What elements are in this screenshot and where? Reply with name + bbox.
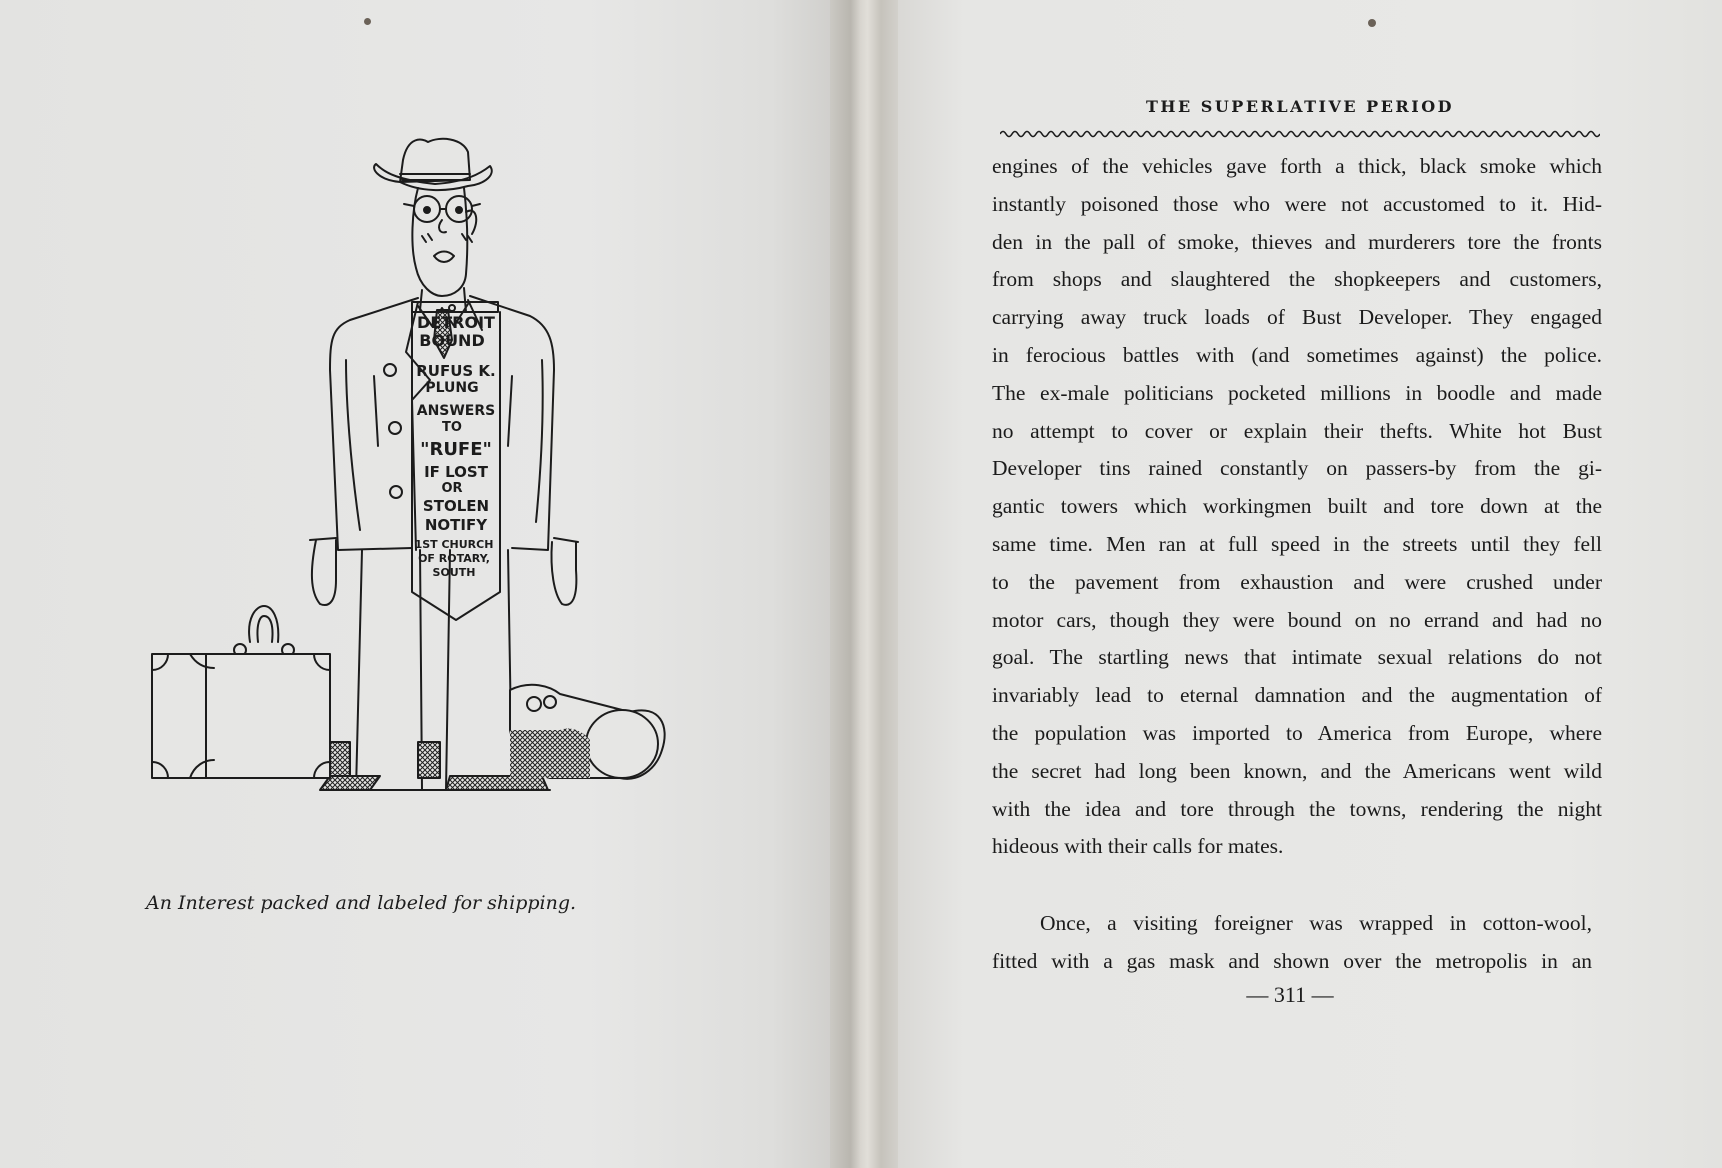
text-line: Once, a visiting foreigner was wrapped in cotton-wool, bbox=[1040, 911, 1592, 935]
page-number: — 311 — bbox=[1246, 982, 1334, 1007]
paper-speck bbox=[364, 18, 371, 25]
sign-line: ANSWERS bbox=[416, 403, 496, 419]
wavy-rule bbox=[1000, 126, 1600, 142]
text-line: from shops and slaughtered the shopkeepers and customers, bbox=[992, 267, 1602, 292]
sign-line: DETROIT bbox=[417, 313, 495, 332]
illustration-caption: An Interest packed and labeled for shipping. bbox=[146, 892, 577, 914]
sign-line: OF ROTARY, bbox=[418, 552, 490, 565]
text-line: Developer tins rained constantly on passers-by from the gi- bbox=[992, 456, 1602, 481]
text-line: The ex-male politicians pocketed millions in boodle and made bbox=[992, 380, 1602, 405]
sign-line: RUFUS K. bbox=[416, 362, 496, 380]
sign-line: IF LOST bbox=[424, 463, 488, 481]
text-line: goal. The startling news that intimate sexual relations do not bbox=[992, 645, 1602, 670]
text-line: in ferocious battles with (and sometimes against) the police. bbox=[992, 342, 1602, 367]
text-line: invariably lead to eternal damnation and the augmentation of bbox=[992, 683, 1602, 708]
text-line: the population was imported to America from Europe, where bbox=[992, 720, 1602, 745]
sign-line: NOTIFY bbox=[424, 516, 488, 534]
text-line: instantly poisoned those who were not accustomed to it. Hid- bbox=[992, 191, 1602, 216]
sign-line: BOUND bbox=[419, 331, 485, 350]
text-line: with the idea and tore through the towns, rendering the night bbox=[992, 796, 1602, 821]
sign-line: "RUFE" bbox=[420, 439, 492, 460]
sign-line: STOLEN bbox=[422, 497, 490, 515]
sign-line: PLUNG bbox=[425, 380, 479, 396]
sign-line: TO bbox=[442, 420, 462, 435]
body-paragraph-2 bbox=[992, 905, 1592, 981]
man-with-luggage-illustration bbox=[150, 130, 735, 870]
running-head: THE SUPERLATIVE PERIOD bbox=[1146, 97, 1454, 116]
text-line: no attempt to cover or explain their thefts. White hot Bust bbox=[992, 418, 1602, 443]
text-line: same time. Men ran at full speed in the streets until they fell bbox=[992, 531, 1602, 556]
text-line: motor cars, though they were bound on no errand and had no bbox=[992, 607, 1602, 632]
text-line: fitted with a gas mask and shown over the metropolis in an bbox=[992, 948, 1592, 973]
text-line: engines of the vehicles gave forth a thick, black smoke which bbox=[992, 154, 1602, 178]
text-line: gantic towers which workingmen built and tore down at the bbox=[992, 494, 1602, 519]
text-line: hideous with their calls for mates. bbox=[992, 834, 1284, 859]
text-line: to the pavement from exhaustion and were crushed under bbox=[992, 569, 1602, 594]
text-line: den in the pall of smoke, thieves and murderers tore the fronts bbox=[992, 229, 1602, 254]
sign-line: 1ST CHURCH bbox=[414, 538, 494, 551]
text-line: carrying away truck loads of Bust Developer. They engaged bbox=[992, 305, 1602, 330]
book-gutter bbox=[830, 0, 898, 1168]
paper-speck bbox=[1368, 19, 1376, 27]
sign-line: OR bbox=[441, 481, 463, 496]
body-paragraph-1 bbox=[992, 148, 1602, 866]
text-line: the secret had long been known, and the Americans went wild bbox=[992, 758, 1602, 783]
sign-line: SOUTH bbox=[432, 566, 476, 579]
